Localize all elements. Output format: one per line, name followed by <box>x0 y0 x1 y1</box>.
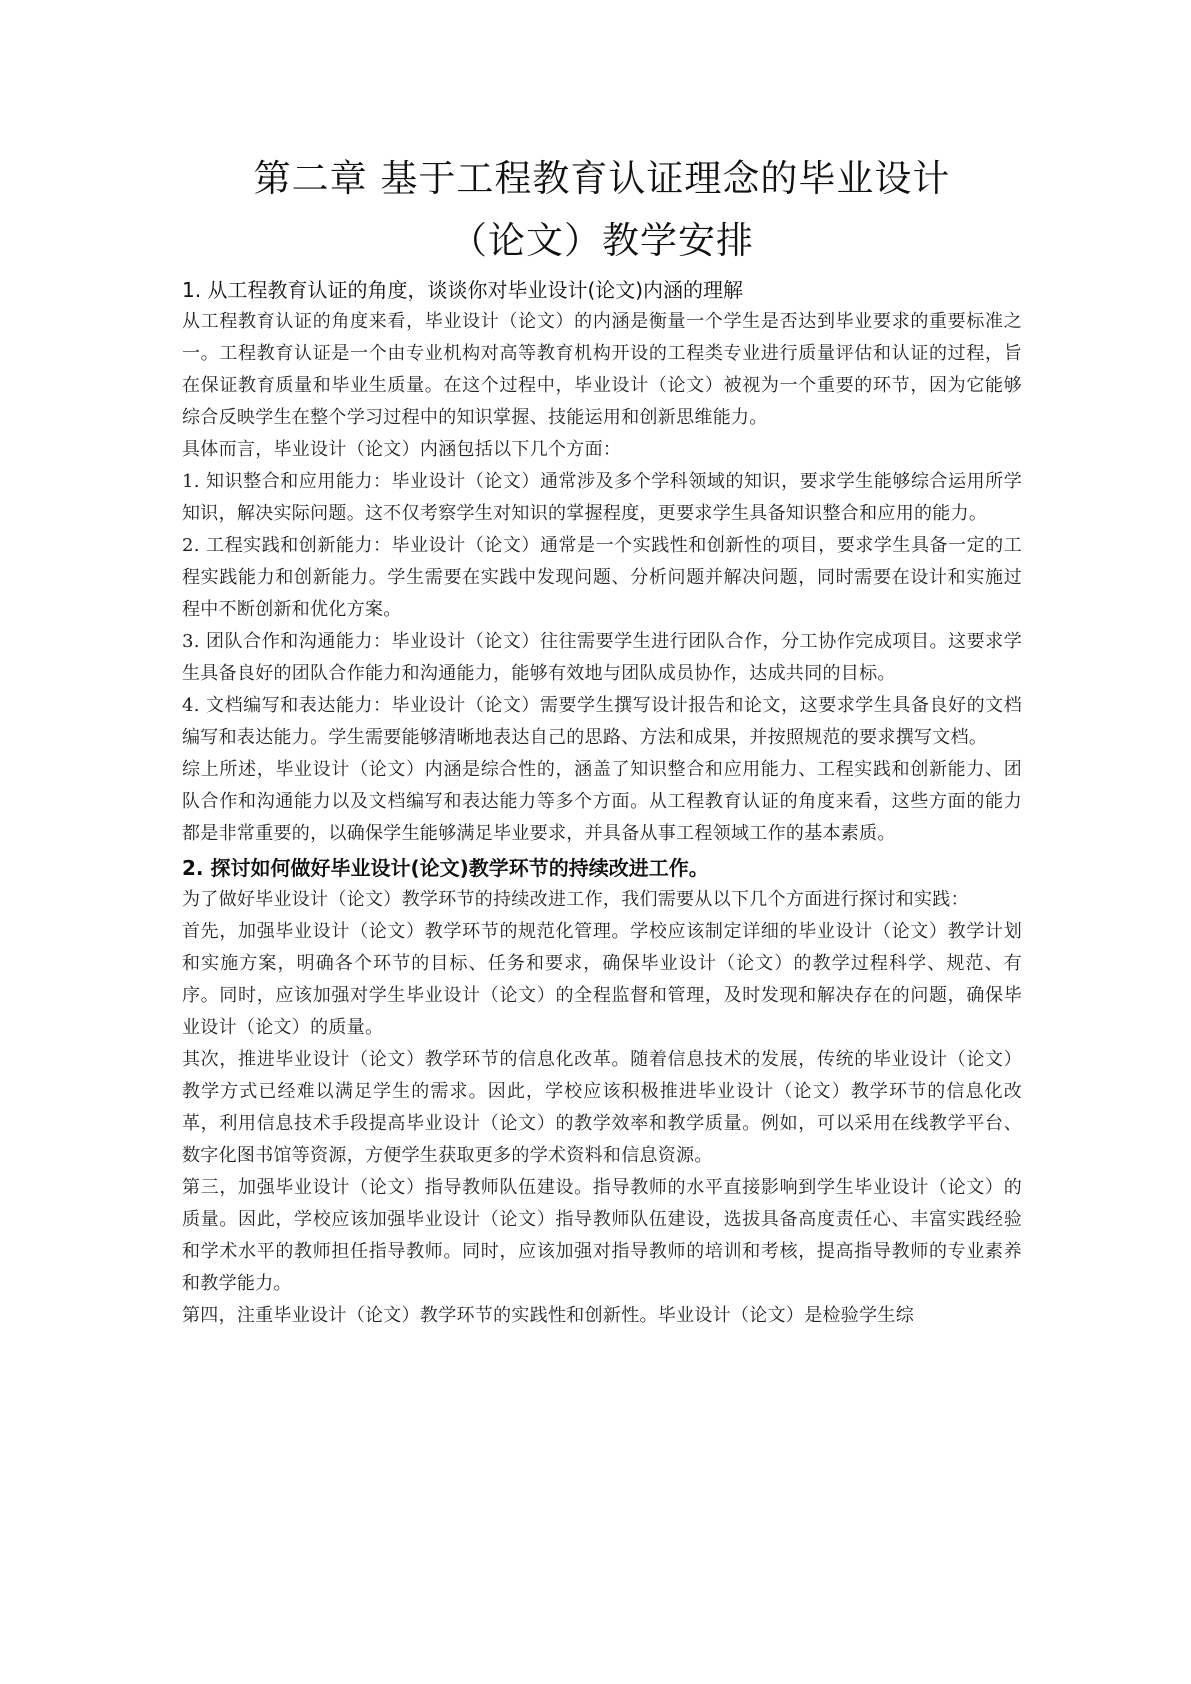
paragraph: 第四，注重毕业设计（论文）教学环节的实践性和创新性。毕业设计（论文）是检验学生综 <box>182 1305 914 1326</box>
chapter-title-line-1: 第二章 基于工程教育认证理念的毕业设计 <box>253 157 951 200</box>
paragraph: 为了做好毕业设计（论文）教学环节的持续改进工作，我们需要从以下几个方面进行探讨和实践： <box>182 889 969 910</box>
section-heading: 2. 探讨如何做好毕业设计(论文)教学环节的持续改进工作。 <box>182 856 709 880</box>
paragraph: 第三，加强毕业设计（论文）指导教师队伍建设。指导教师的水平直接影响到学生毕业设计（论文）的质量。因此，学校应该加强毕业设计（论文）指导教师队伍建设，选拔具备高度责任心、丰富实践经验和学术水平的教师担任指导教师。同时，应该加强对指导教师的培训和考核，提高指导教师的专业素养和教学能力。 <box>182 1177 1022 1294</box>
list-item-paragraph: 2. 工程实践和创新能力：毕业设计（论文）通常是一个实践性和创新性的项目，要求学生具备一定的工程实践能力和创新能力。学生需要在实践中发现问题、分析问题并解决问题，同时需要在设计和实施过程中不断创新和优化方案。 <box>182 535 1022 620</box>
section-2 <box>182 852 1022 1332</box>
chapter-title <box>182 148 1022 272</box>
document-content <box>182 148 1022 1332</box>
section-1 <box>182 274 1022 850</box>
list-item-paragraph: 3. 团队合作和沟通能力：毕业设计（论文）往往需要学生进行团队合作，分工协作完成项目。这要求学生具备良好的团队合作能力和沟通能力，能够有效地与团队成员协作，达成共同的目标。 <box>182 631 1022 684</box>
paragraph: 首先，加强毕业设计（论文）教学环节的规范化管理。学校应该制定详细的毕业设计（论文）教学计划和实施方案，明确各个环节的目标、任务和要求，确保毕业设计（论文）的教学过程科学、规范、有序。同时，应该加强对学生毕业设计（论文）的全程监督和管理，及时发现和解决存在的问题，确保毕业设计（论文）的质量。 <box>182 921 1022 1038</box>
paragraph: 综上所述，毕业设计（论文）内涵是综合性的，涵盖了知识整合和应用能力、工程实践和创新能力、团队合作和沟通能力以及文档编写和表达能力等多个方面。从工程教育认证的角度来看，这些方面的能力都是非常重要的，以确保学生能够满足毕业要求，并具备从事工程领域工作的基本素质。 <box>182 759 1022 844</box>
list-item-paragraph: 1. 知识整合和应用能力：毕业设计（论文）通常涉及多个学科领域的知识，要求学生能够综合运用所学知识，解决实际问题。这不仅考察学生对知识的掌握程度，更要求学生具备知识整合和应用的能力。 <box>182 471 1022 524</box>
list-item-paragraph: 4. 文档编写和表达能力：毕业设计（论文）需要学生撰写设计报告和论文，这要求学生具备良好的文档编写和表达能力。学生需要能够清晰地表达自己的思路、方法和成果，并按照规范的要求撰写文档。 <box>182 695 1022 748</box>
section-heading: 1. 从工程教育认证的角度，谈谈你对毕业设计(论文)内涵的理解 <box>182 278 744 302</box>
chapter-title-line-2: （论文）教学安排 <box>450 219 754 262</box>
paragraph: 具体而言，毕业设计（论文）内涵包括以下几个方面： <box>182 439 622 460</box>
paragraph: 其次，推进毕业设计（论文）教学环节的信息化改革。随着信息技术的发展，传统的毕业设计（论文）教学方式已经难以满足学生的需求。因此，学校应该积极推进毕业设计（论文）教学环节的信息化改革，利用信息技术手段提高毕业设计（论文）的教学效率和教学质量。例如，可以采用在线教学平台、数字化图书馆等资源，方便学生获取更多的学术资料和信息资源。 <box>182 1049 1022 1166</box>
paragraph: 从工程教育认证的角度来看，毕业设计（论文）的内涵是衡量一个学生是否达到毕业要求的重要标准之一。工程教育认证是一个由专业机构对高等教育机构开设的工程类专业进行质量评估和认证的过程，旨在保证教育质量和毕业生质量。在这个过程中，毕业设计（论文）被视为一个重要的环节，因为它能够综合反映学生在整个学习过程中的知识掌握、技能运用和创新思维能力。 <box>182 311 1022 428</box>
